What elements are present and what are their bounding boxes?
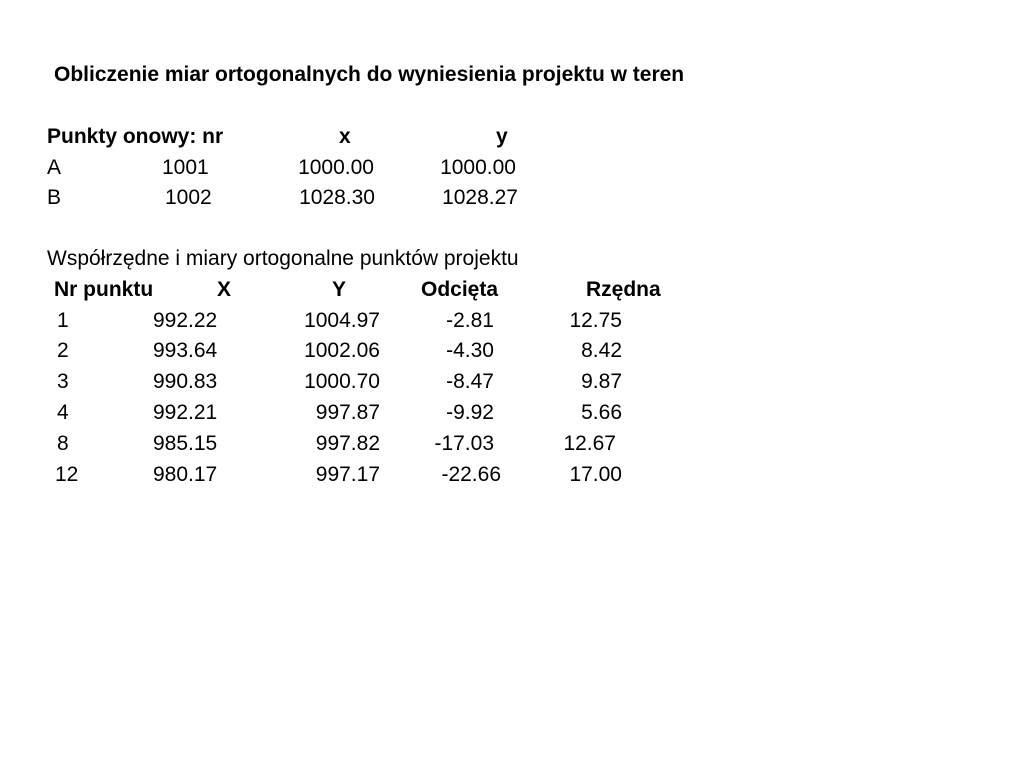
cell-odcieta: -22.66 (441, 463, 501, 486)
base-point-y: 1028.27 (442, 186, 518, 209)
cell-y: 1002.06 (304, 339, 380, 362)
column-header-x: X (217, 278, 232, 301)
cell-nr: 3 (57, 370, 69, 393)
base-point-name: A (47, 156, 62, 179)
column-header-rzedna: Rzędna (586, 278, 661, 301)
cell-x: 990.83 (153, 370, 218, 393)
cell-nr: 12 (55, 463, 79, 486)
cell-x: 992.21 (153, 401, 218, 424)
cell-odcieta: -8.47 (446, 370, 494, 393)
cell-x: 992.22 (153, 309, 218, 332)
cell-x: 985.15 (153, 432, 218, 455)
cell-nr: 1 (57, 309, 69, 332)
cell-rzedna: 12.67 (563, 432, 616, 455)
cell-y: 1004.97 (304, 309, 380, 332)
column-header-y: Y (332, 278, 347, 301)
cell-odcieta: -2.81 (446, 309, 494, 332)
base-point-x: 1028.30 (299, 186, 375, 209)
cell-y: 1000.70 (304, 370, 380, 393)
base-point-name: B (47, 186, 62, 209)
cell-nr: 2 (57, 339, 69, 362)
base-point-nr: 1001 (162, 156, 209, 179)
cell-nr: 4 (57, 401, 69, 424)
column-header-odcieta: Odcięta (421, 278, 499, 301)
project-heading: Współrzędne i miary ortogonalne punktów projektu (47, 247, 519, 270)
cell-x: 980.17 (153, 463, 218, 486)
column-header-nr: Nr punktu (54, 278, 154, 301)
cell-rzedna: 17.00 (569, 463, 622, 486)
cell-rzedna: 5.66 (581, 401, 622, 424)
cell-rzedna: 9.87 (581, 370, 622, 393)
base-points-label: Punkty onowy: nr (47, 125, 224, 148)
cell-odcieta: -4.30 (446, 339, 494, 362)
cell-y: 997.87 (315, 401, 380, 424)
page-title: Obliczenie miar ortogonalnych do wyniesienia projektu w teren (54, 63, 685, 86)
base-points-y-header: y (496, 125, 508, 148)
base-point-x: 1000.00 (298, 156, 374, 179)
cell-odcieta: -17.03 (434, 432, 494, 455)
cell-y: 997.17 (315, 463, 380, 486)
cell-nr: 8 (57, 432, 69, 455)
cell-rzedna: 12.75 (569, 309, 622, 332)
cell-x: 993.64 (153, 339, 218, 362)
base-point-y: 1000.00 (440, 156, 516, 179)
cell-odcieta: -9.92 (446, 401, 494, 424)
cell-rzedna: 8.42 (581, 339, 622, 362)
base-points-x-header: x (339, 125, 351, 148)
cell-y: 997.82 (315, 432, 380, 455)
base-point-nr: 1002 (165, 186, 212, 209)
